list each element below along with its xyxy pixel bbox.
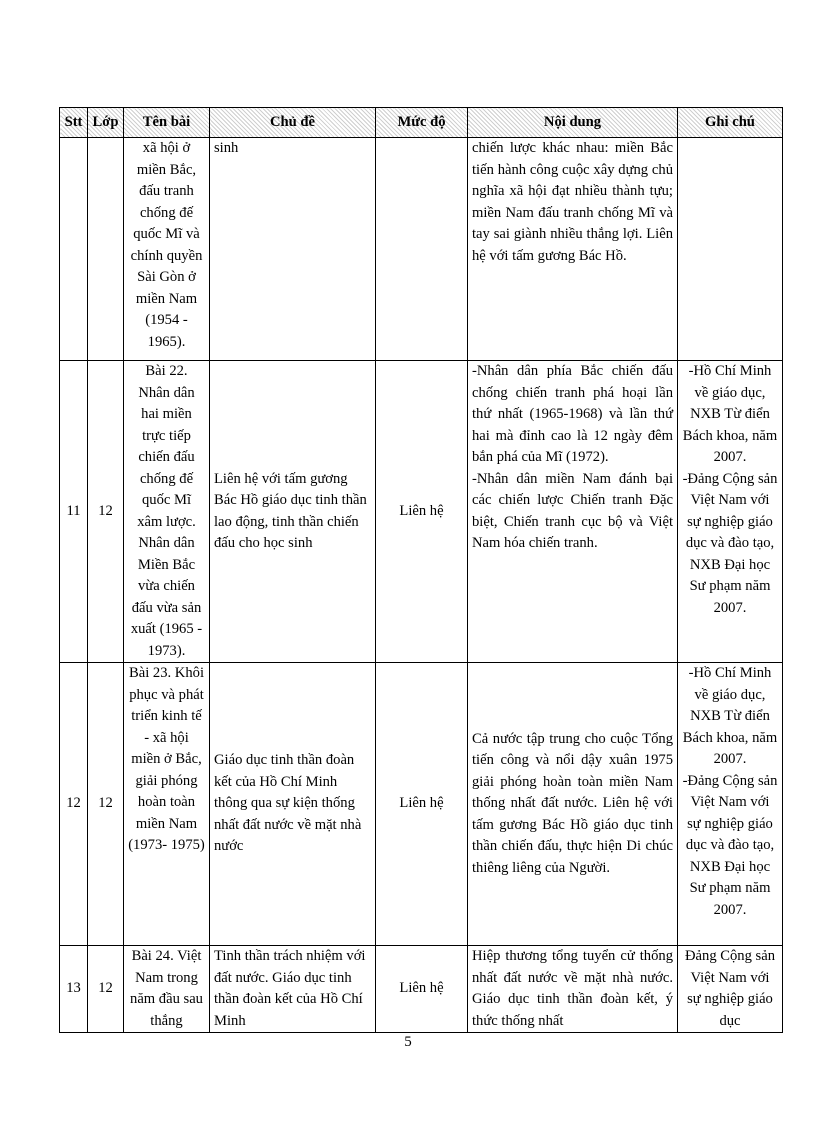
- cell-noi-dung: chiến lược khác nhau: miền Bắc tiến hành công cuộc xây dựng chủ nghĩa xã hội đạt nhiều thành tựu; miền Nam đấu tranh chống Mĩ và tay sai giành nhiều thắng lợi. Liên hệ với tấm gương Bác Hồ.: [468, 138, 678, 361]
- ghi-chu-reference: -Hồ Chí Minh về giáo dục, NXB Từ điển Bách khoa, năm 2007.: [682, 665, 778, 767]
- cell-stt: [60, 138, 88, 361]
- cell-lop: [88, 138, 124, 361]
- header-stt: Stt: [60, 108, 88, 138]
- header-noi-dung: Nội dung: [468, 108, 678, 138]
- cell-ten-bai: Bài 24. Việt Nam trong năm đầu sau thắng: [124, 946, 210, 1033]
- cell-stt: 13: [60, 946, 88, 1033]
- cell-lop: 12: [88, 663, 124, 946]
- header-muc-do: Mức độ: [376, 108, 468, 138]
- cell-chu-de: Liên hệ với tấm gương Bác Hồ giáo dục tinh thần lao động, tinh thần chiến đấu cho học sinh: [210, 361, 376, 663]
- table-row: [60, 663, 783, 946]
- cell-ghi-chu: [678, 138, 783, 361]
- cell-ghi-chu: Đảng Cộng sản Việt Nam với sự nghiệp giáo dục: [678, 946, 783, 1033]
- cell-stt: 11: [60, 361, 88, 663]
- cell-ten-bai: Bài 22. Nhân dân hai miền trực tiếp chiến đấu chống đế quốc Mĩ xâm lược. Nhân dân Miền Bắc vừa chiến đấu vừa sản xuất (1965 - 1973).: [124, 361, 210, 663]
- cell-chu-de: Tinh thần trách nhiệm với đất nước. Giáo dục tinh thần đoàn kết của Hồ Chí Minh: [210, 946, 376, 1033]
- table-row: [60, 361, 783, 663]
- cell-ghi-chu: [678, 361, 783, 663]
- page-number: 5: [404, 1034, 412, 1050]
- cell-ghi-chu: [678, 663, 783, 946]
- cell-chu-de: Giáo dục tinh thần đoàn kết của Hồ Chí Minh thông qua sự kiện thống nhất đất nước về mặt nhà nước: [210, 663, 376, 946]
- cell-noi-dung: [468, 361, 678, 663]
- cell-chu-de: sinh: [210, 138, 376, 361]
- cell-noi-dung: Cả nước tập trung cho cuộc Tổng tiến công và nổi dậy xuân 1975 giải phóng hoàn toàn miền Nam thống nhất đất nước. Liên hệ với tấm gương Bác Hồ giáo dục tinh thần chiến đấu, thực hiện Di chúc thiêng liêng của Người.: [468, 663, 678, 946]
- header-lop: Lớp: [88, 108, 124, 138]
- cell-lop: 12: [88, 361, 124, 663]
- header-ten-bai: Tên bài: [124, 108, 210, 138]
- cell-stt: 12: [60, 663, 88, 946]
- cell-ten-bai: xã hội ở miền Bắc, đấu tranh chống đế quốc Mĩ và chính quyền Sài Gòn ở miền Nam (1954 - 1965).: [124, 138, 210, 361]
- ghi-chu-reference: -Đảng Cộng sản Việt Nam với sự nghiệp giáo dục và đào tạo, NXB Đại học Sư phạm năm 2007.: [682, 470, 778, 616]
- cell-noi-dung: Hiệp thương tổng tuyển cử thống nhất đất nước về mặt nhà nước. Giáo dục tinh thần đoàn kết, ý thức thống nhất: [468, 946, 678, 1033]
- cell-muc-do: Liên hệ: [376, 361, 468, 663]
- table-row: [60, 138, 783, 361]
- cell-lop: 12: [88, 946, 124, 1033]
- cell-muc-do: Liên hệ: [376, 663, 468, 946]
- ghi-chu-reference: -Đảng Cộng sản Việt Nam với sự nghiệp giáo dục và đào tạo, NXB Đại học Sư phạm năm 2007.: [682, 772, 778, 918]
- cell-muc-do: Liên hệ: [376, 946, 468, 1033]
- header-ghi-chu: Ghi chú: [678, 108, 783, 138]
- header-row: [60, 108, 783, 138]
- cell-muc-do: [376, 138, 468, 361]
- cell-ten-bai: Bài 23. Khôi phục và phát triển kinh tế - xã hội miền ở Bắc, giải phóng hoàn toàn miền Nam (1973- 1975): [124, 663, 210, 946]
- noi-dung-paragraph: -Nhân dân phía Bắc chiến đấu chống chiến tranh phá hoại lần thứ nhất (1965-1968) và lần thứ hai mà đỉnh cao là 12 ngày đêm bắn phá của Mĩ (1972).: [472, 363, 673, 465]
- ghi-chu-reference: -Hồ Chí Minh về giáo dục, NXB Từ điển Bách khoa, năm 2007.: [682, 363, 778, 465]
- header-chu-de: Chủ đề: [210, 108, 376, 138]
- lesson-table: [59, 107, 783, 1033]
- table-row: [60, 946, 783, 1033]
- noi-dung-paragraph: -Nhân dân miền Nam đánh bại các chiến lược Chiến tranh Đặc biệt, Chiến tranh cục bộ và Việt Nam hóa chiến tranh.: [472, 470, 673, 551]
